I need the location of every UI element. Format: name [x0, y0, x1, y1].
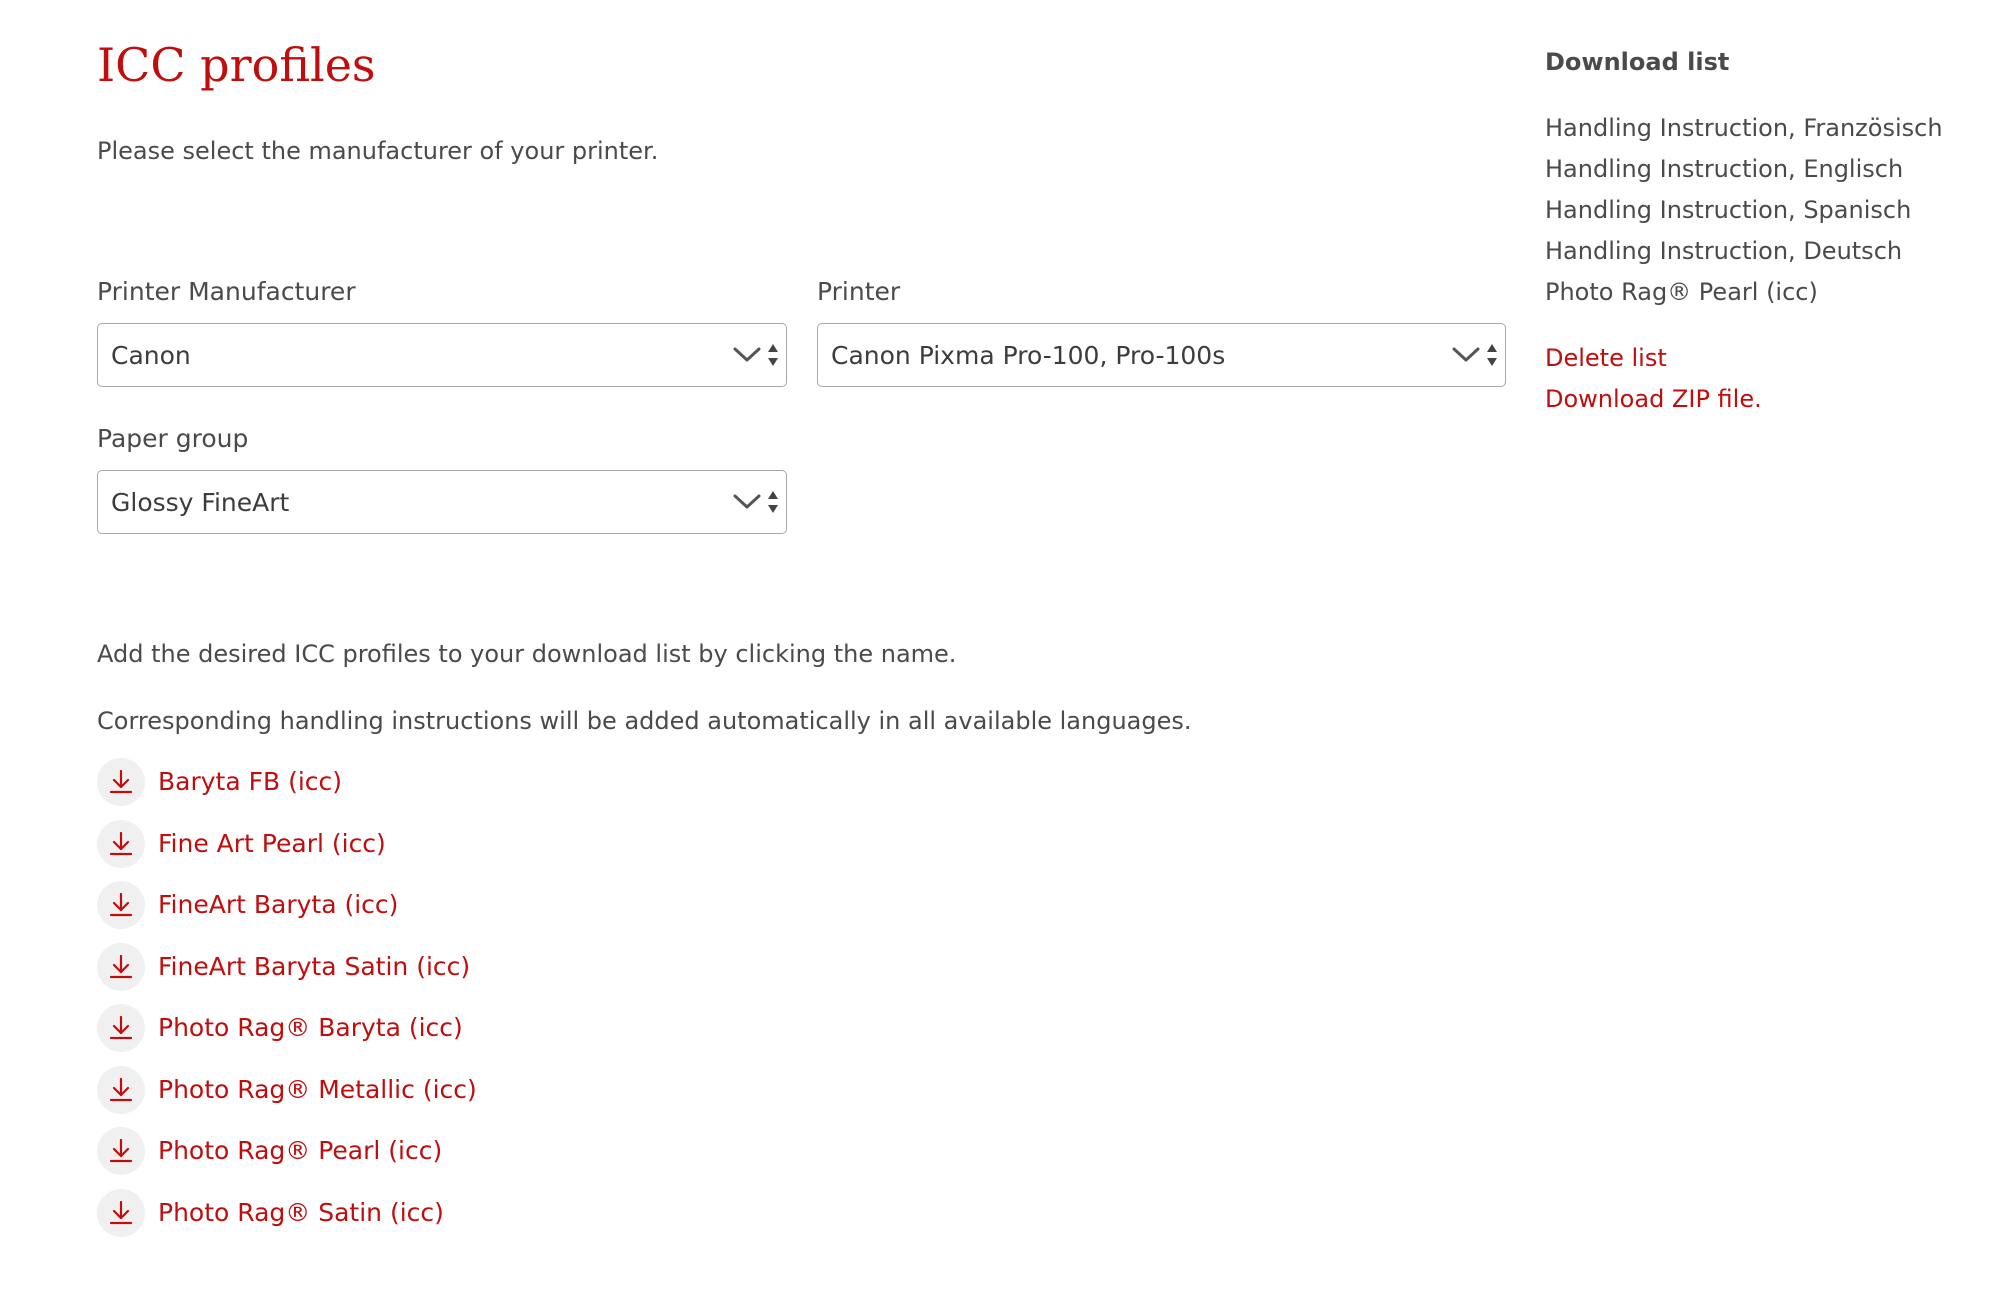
- download-icon[interactable]: [97, 943, 145, 991]
- sort-arrows-icon: [1486, 342, 1498, 368]
- download-list-item: Handling Instruction, Englisch: [1545, 155, 1904, 183]
- printer-select[interactable]: [817, 323, 1506, 387]
- paper-group-label: Paper group: [97, 424, 249, 453]
- download-icon[interactable]: [97, 758, 145, 806]
- chevron-down-icon: [732, 491, 762, 511]
- manufacturer-select-value: Canon: [111, 341, 191, 370]
- manufacturer-select[interactable]: [97, 323, 787, 387]
- sort-arrows-icon: [767, 489, 779, 515]
- manufacturer-label: Printer Manufacturer: [97, 277, 356, 306]
- paper-group-select-value: Glossy FineArt: [111, 488, 290, 517]
- download-list: [1545, 112, 1943, 317]
- profile-link[interactable]: FineArt Baryta (icc): [158, 890, 399, 919]
- profile-link[interactable]: FineArt Baryta Satin (icc): [158, 951, 471, 981]
- download-icon[interactable]: [97, 1066, 145, 1114]
- download-icon[interactable]: [97, 881, 145, 929]
- intro-text: Please select the manufacturer of your printer.: [97, 137, 659, 165]
- download-icon[interactable]: [97, 1004, 145, 1052]
- profile-link[interactable]: Photo Rag® Satin (icc): [158, 1197, 444, 1227]
- download-icon[interactable]: [97, 820, 145, 868]
- download-list-item: Photo Rag® Pearl (icc): [1545, 278, 1818, 306]
- profile-link[interactable]: Photo Rag® Pearl (icc): [158, 1136, 443, 1165]
- profile-link[interactable]: Photo Rag® Metallic (icc): [158, 1074, 477, 1104]
- download-list-item: Handling Instruction, Spanisch: [1545, 196, 1912, 224]
- profile-link[interactable]: Baryta FB (icc): [158, 767, 343, 796]
- add-profiles-hint: Add the desired ICC profiles to your download list by clicking the name.: [97, 640, 957, 668]
- page-title: ICC profiles: [97, 38, 376, 92]
- profile-link[interactable]: Photo Rag® Baryta (icc): [158, 1013, 463, 1042]
- sort-arrows-icon: [767, 342, 779, 368]
- printer-label: Printer: [817, 277, 901, 306]
- delete-list-link[interactable]: Delete list: [1545, 344, 1667, 372]
- profile-link[interactable]: Fine Art Pearl (icc): [158, 828, 386, 858]
- printer-select-value: Canon Pixma Pro-100, Pro-100s: [831, 341, 1226, 370]
- download-icon[interactable]: [97, 1189, 145, 1237]
- download-icon[interactable]: [97, 1127, 145, 1175]
- chevron-down-icon: [1451, 344, 1481, 364]
- download-list-item: Handling Instruction, Französisch: [1545, 114, 1943, 142]
- download-list-item: Handling Instruction, Deutsch: [1545, 237, 1903, 265]
- download-list-heading: Download list: [1545, 48, 1730, 76]
- paper-group-select[interactable]: [97, 470, 787, 534]
- download-zip-link[interactable]: Download ZIP file.: [1545, 385, 1762, 413]
- handling-instructions-hint: Corresponding handling instructions will be added automatically in all available languages.: [97, 707, 1192, 735]
- chevron-down-icon: [732, 344, 762, 364]
